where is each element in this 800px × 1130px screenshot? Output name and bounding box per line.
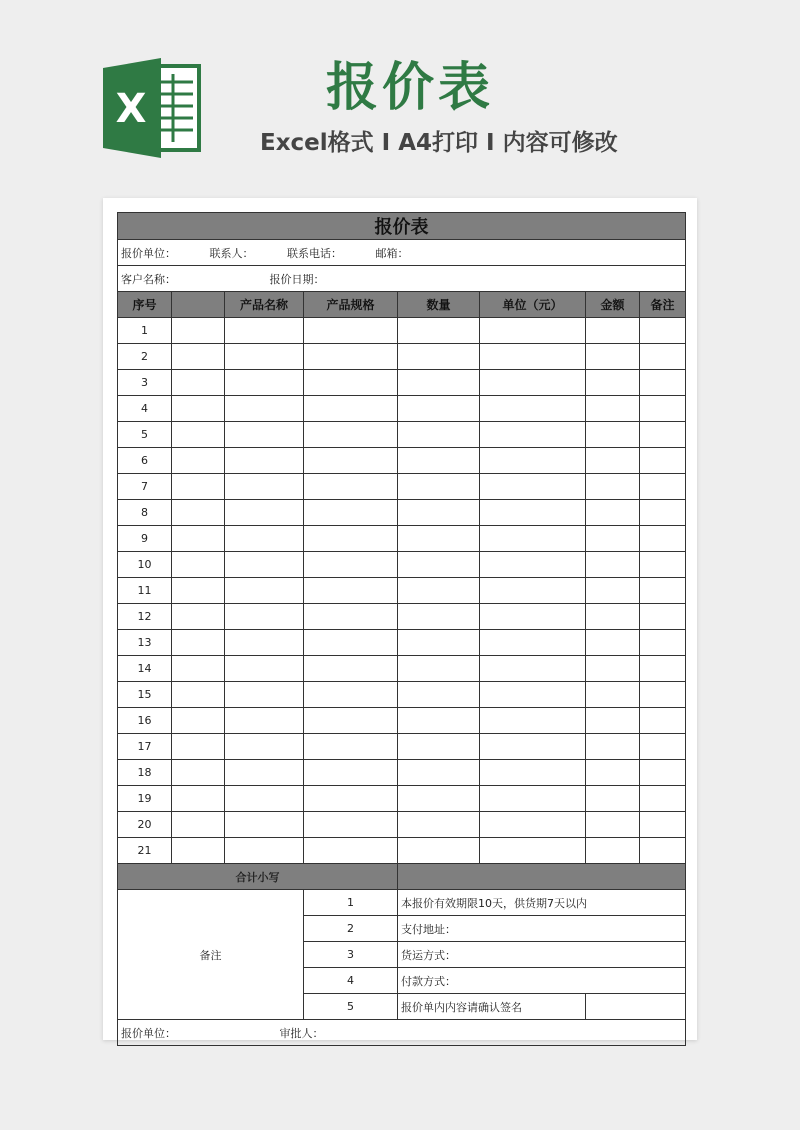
table-cell[interactable] <box>304 474 398 500</box>
table-cell[interactable] <box>480 604 586 630</box>
table-cell[interactable] <box>225 474 304 500</box>
table-cell[interactable] <box>172 682 225 708</box>
table-cell[interactable] <box>225 448 304 474</box>
table-row <box>118 500 686 526</box>
row-number: 17 <box>118 734 172 760</box>
table-cell[interactable] <box>398 708 480 734</box>
table-cell[interactable] <box>225 422 304 448</box>
table-row <box>118 448 686 474</box>
table-cell[interactable] <box>480 760 586 786</box>
table-cell[interactable] <box>172 578 225 604</box>
table-row <box>118 656 686 682</box>
table-cell[interactable] <box>225 656 304 682</box>
row-number: 21 <box>118 838 172 864</box>
table-cell[interactable] <box>480 838 586 864</box>
table-cell[interactable] <box>304 760 398 786</box>
table-cell[interactable] <box>172 552 225 578</box>
table-row <box>118 786 686 812</box>
table-cell[interactable] <box>225 552 304 578</box>
remark-number: 4 <box>304 968 398 994</box>
table-cell[interactable] <box>586 786 640 812</box>
row-number: 11 <box>118 578 172 604</box>
remark-text[interactable]: 本报价有效期限10天，供货期7天以内 <box>398 890 686 916</box>
table-row <box>118 318 686 344</box>
table-cell[interactable] <box>398 838 480 864</box>
table-cell[interactable] <box>480 734 586 760</box>
column-header: 单位（元） <box>480 292 586 318</box>
table-cell[interactable] <box>172 786 225 812</box>
phone-label: 联系电话： <box>287 246 342 260</box>
row-number: 10 <box>118 552 172 578</box>
table-cell[interactable] <box>398 500 480 526</box>
remark-text[interactable]: 报价单内内容请确认签名 <box>398 994 586 1020</box>
table-cell[interactable] <box>172 396 225 422</box>
table-cell[interactable] <box>640 396 686 422</box>
table-cell[interactable] <box>304 812 398 838</box>
table-cell[interactable] <box>172 708 225 734</box>
table-cell[interactable] <box>398 656 480 682</box>
sheet-title: 报价表 <box>118 213 686 240</box>
table-cell[interactable] <box>304 422 398 448</box>
quote-unit-label: 报价单位： <box>121 246 176 260</box>
column-header: 备注 <box>640 292 686 318</box>
table-cell[interactable] <box>586 370 640 396</box>
table-cell[interactable] <box>586 422 640 448</box>
table-cell[interactable] <box>398 448 480 474</box>
table-cell[interactable] <box>640 448 686 474</box>
table-cell[interactable] <box>480 422 586 448</box>
info-row-1 <box>118 240 686 266</box>
table-cell[interactable] <box>172 318 225 344</box>
table-row <box>118 422 686 448</box>
table-cell[interactable] <box>586 344 640 370</box>
table-cell[interactable] <box>398 578 480 604</box>
email-label: 邮箱： <box>375 246 409 260</box>
quote-date-label: 报价日期： <box>269 272 325 286</box>
quote-sheet-table <box>117 212 686 1046</box>
table-cell[interactable] <box>172 526 225 552</box>
table-cell[interactable] <box>398 682 480 708</box>
column-header <box>172 292 225 318</box>
table-cell[interactable] <box>480 526 586 552</box>
table-cell[interactable] <box>586 448 640 474</box>
table-cell[interactable] <box>172 838 225 864</box>
table-cell[interactable] <box>640 552 686 578</box>
table-cell[interactable] <box>398 734 480 760</box>
table-cell[interactable] <box>640 630 686 656</box>
table-cell[interactable] <box>640 578 686 604</box>
table-cell[interactable] <box>640 812 686 838</box>
subtotal-value[interactable] <box>398 864 686 890</box>
item-rows <box>118 318 686 864</box>
table-cell[interactable] <box>480 500 586 526</box>
table-row <box>118 604 686 630</box>
table-cell[interactable] <box>398 370 480 396</box>
remark-text[interactable]: 付款方式： <box>398 968 686 994</box>
table-cell[interactable] <box>304 604 398 630</box>
table-cell[interactable] <box>172 656 225 682</box>
table-row <box>118 630 686 656</box>
table-cell[interactable] <box>586 474 640 500</box>
table-cell[interactable] <box>586 760 640 786</box>
table-cell[interactable] <box>480 786 586 812</box>
column-header: 数量 <box>398 292 480 318</box>
table-cell[interactable] <box>225 396 304 422</box>
table-cell[interactable] <box>225 812 304 838</box>
table-row <box>118 812 686 838</box>
row-number: 12 <box>118 604 172 630</box>
table-cell[interactable] <box>225 578 304 604</box>
row-number: 18 <box>118 760 172 786</box>
row-number: 19 <box>118 786 172 812</box>
remark-text[interactable]: 支付地址： <box>398 916 686 942</box>
table-cell[interactable] <box>480 682 586 708</box>
table-cell[interactable] <box>480 630 586 656</box>
table-cell[interactable] <box>586 578 640 604</box>
table-cell[interactable] <box>225 734 304 760</box>
table-cell[interactable] <box>398 422 480 448</box>
table-cell[interactable] <box>586 708 640 734</box>
table-row <box>118 370 686 396</box>
table-row <box>118 578 686 604</box>
table-cell[interactable] <box>586 604 640 630</box>
table-cell[interactable] <box>640 708 686 734</box>
table-cell[interactable] <box>225 604 304 630</box>
row-number: 6 <box>118 448 172 474</box>
table-row <box>118 344 686 370</box>
table-cell[interactable] <box>640 838 686 864</box>
info-row-2 <box>118 266 686 292</box>
table-cell[interactable] <box>172 812 225 838</box>
table-cell[interactable] <box>480 396 586 422</box>
table-cell[interactable] <box>172 630 225 656</box>
table-cell[interactable] <box>172 344 225 370</box>
table-cell[interactable] <box>304 500 398 526</box>
table-cell[interactable] <box>304 526 398 552</box>
remark-number: 2 <box>304 916 398 942</box>
table-cell[interactable] <box>304 370 398 396</box>
table-cell[interactable] <box>225 760 304 786</box>
subtotal-label: 合计小写 <box>118 864 398 890</box>
table-cell[interactable] <box>398 604 480 630</box>
table-cell[interactable] <box>304 396 398 422</box>
excel-logo-icon <box>103 58 203 158</box>
row-number: 3 <box>118 370 172 396</box>
table-cell[interactable] <box>225 318 304 344</box>
table-cell[interactable] <box>304 734 398 760</box>
table-cell[interactable] <box>640 734 686 760</box>
table-cell[interactable] <box>225 786 304 812</box>
table-cell[interactable] <box>172 370 225 396</box>
row-number: 14 <box>118 656 172 682</box>
table-cell[interactable] <box>640 656 686 682</box>
table-cell[interactable] <box>398 786 480 812</box>
table-cell[interactable] <box>225 708 304 734</box>
table-cell[interactable] <box>172 422 225 448</box>
table-cell[interactable] <box>225 370 304 396</box>
table-row <box>118 682 686 708</box>
table-cell[interactable] <box>586 734 640 760</box>
table-row <box>118 838 686 864</box>
table-cell[interactable] <box>398 812 480 838</box>
logo-letter: X <box>115 86 147 132</box>
remark-number: 5 <box>304 994 398 1020</box>
signature-cell[interactable] <box>586 994 686 1020</box>
table-cell[interactable] <box>586 526 640 552</box>
table-cell[interactable] <box>304 344 398 370</box>
table-cell[interactable] <box>480 318 586 344</box>
row-number: 9 <box>118 526 172 552</box>
footer-row <box>118 1020 686 1046</box>
table-cell[interactable] <box>304 318 398 344</box>
table-cell[interactable] <box>398 344 480 370</box>
customer-label: 客户名称： <box>121 272 176 286</box>
table-cell[interactable] <box>586 552 640 578</box>
table-cell[interactable] <box>398 396 480 422</box>
table-cell[interactable] <box>225 526 304 552</box>
table-cell[interactable] <box>304 552 398 578</box>
table-cell[interactable] <box>640 370 686 396</box>
table-cell[interactable] <box>640 526 686 552</box>
table-cell[interactable] <box>586 318 640 344</box>
table-cell[interactable] <box>398 552 480 578</box>
remark-text[interactable]: 货运方式： <box>398 942 686 968</box>
table-row <box>118 474 686 500</box>
table-cell[interactable] <box>640 760 686 786</box>
table-row <box>118 552 686 578</box>
table-cell[interactable] <box>640 786 686 812</box>
table-cell[interactable] <box>640 500 686 526</box>
document-paper <box>103 198 697 1040</box>
table-cell[interactable] <box>225 682 304 708</box>
table-cell[interactable] <box>172 760 225 786</box>
table-row <box>118 526 686 552</box>
table-row <box>118 708 686 734</box>
remark-number: 3 <box>304 942 398 968</box>
row-number: 8 <box>118 500 172 526</box>
table-cell[interactable] <box>640 682 686 708</box>
table-cell[interactable] <box>586 656 640 682</box>
row-number: 1 <box>118 318 172 344</box>
row-number: 13 <box>118 630 172 656</box>
table-cell[interactable] <box>480 474 586 500</box>
table-cell[interactable] <box>586 500 640 526</box>
column-header: 产品名称 <box>225 292 304 318</box>
row-number: 20 <box>118 812 172 838</box>
table-cell[interactable] <box>480 812 586 838</box>
column-header: 序号 <box>118 292 172 318</box>
row-number: 7 <box>118 474 172 500</box>
table-cell[interactable] <box>480 448 586 474</box>
table-cell[interactable] <box>304 656 398 682</box>
page-title: 报价表 <box>325 58 494 118</box>
table-cell[interactable] <box>640 422 686 448</box>
table-cell[interactable] <box>640 474 686 500</box>
table-cell[interactable] <box>480 656 586 682</box>
subtotal-row <box>118 864 686 890</box>
table-cell[interactable] <box>640 604 686 630</box>
row-number: 2 <box>118 344 172 370</box>
table-cell[interactable] <box>398 630 480 656</box>
column-header: 产品规格 <box>304 292 398 318</box>
row-number: 5 <box>118 422 172 448</box>
table-cell[interactable] <box>225 838 304 864</box>
table-cell[interactable] <box>480 578 586 604</box>
remarks-label: 备注 <box>118 890 304 1020</box>
table-cell[interactable] <box>586 838 640 864</box>
table-cell[interactable] <box>172 474 225 500</box>
table-cell[interactable] <box>304 578 398 604</box>
table-cell[interactable] <box>304 448 398 474</box>
footer-approver-label: 审批人： <box>279 1026 324 1040</box>
table-cell[interactable] <box>398 474 480 500</box>
table-cell[interactable] <box>586 812 640 838</box>
table-row <box>118 760 686 786</box>
table-cell[interactable] <box>225 630 304 656</box>
table-cell[interactable] <box>304 708 398 734</box>
table-cell[interactable] <box>480 370 586 396</box>
column-header-row <box>118 292 686 318</box>
table-cell[interactable] <box>640 318 686 344</box>
table-cell[interactable] <box>398 526 480 552</box>
table-cell[interactable] <box>586 630 640 656</box>
column-header: 金额 <box>586 292 640 318</box>
table-cell[interactable] <box>304 786 398 812</box>
table-cell[interactable] <box>225 500 304 526</box>
table-cell[interactable] <box>586 682 640 708</box>
footer-quote-unit-label: 报价单位： <box>121 1026 176 1040</box>
table-cell[interactable] <box>172 604 225 630</box>
table-cell[interactable] <box>480 708 586 734</box>
table-cell[interactable] <box>172 448 225 474</box>
table-cell[interactable] <box>172 500 225 526</box>
row-number: 16 <box>118 708 172 734</box>
table-cell[interactable] <box>225 344 304 370</box>
table-cell[interactable] <box>586 396 640 422</box>
table-cell[interactable] <box>304 838 398 864</box>
contact-label: 联系人： <box>209 246 254 260</box>
table-cell[interactable] <box>640 344 686 370</box>
table-row <box>118 734 686 760</box>
page-subtitle: Excel格式 I A4打印 I 内容可修改 <box>260 130 618 156</box>
table-cell[interactable] <box>398 760 480 786</box>
row-number: 4 <box>118 396 172 422</box>
table-cell[interactable] <box>304 682 398 708</box>
table-row <box>118 396 686 422</box>
table-cell[interactable] <box>480 344 586 370</box>
table-cell[interactable] <box>304 630 398 656</box>
table-cell[interactable] <box>398 318 480 344</box>
remark-number: 1 <box>304 890 398 916</box>
table-cell[interactable] <box>172 734 225 760</box>
table-cell[interactable] <box>480 552 586 578</box>
row-number: 15 <box>118 682 172 708</box>
